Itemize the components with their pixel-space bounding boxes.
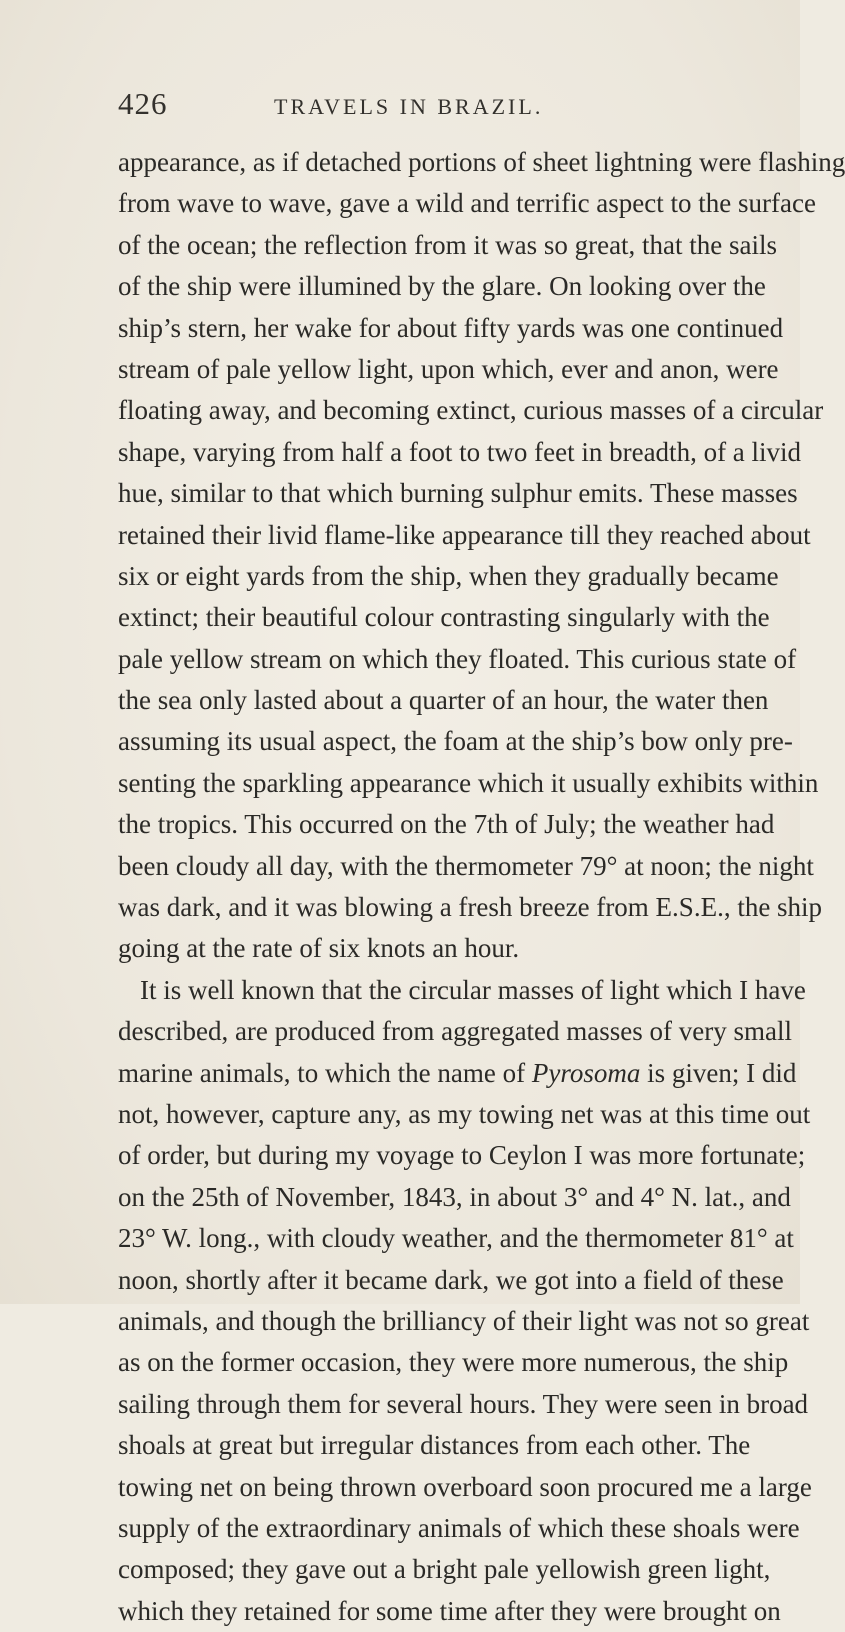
text-line: extinct; their beautiful colour contrasting singularly with the [118,602,770,633]
paragraph-first-line: It is well known that the circular masses of light which I have [140,974,806,1005]
text-line: shoals at great but irregular distances from each other. The [118,1430,751,1461]
text-line: the tropics. This occurred on the 7th of July; the weather had [118,809,775,840]
text-line: described, are produced from aggregated masses of very small [118,1016,792,1047]
text-line: floating away, and becoming extinct, curious masses of a circular [118,395,824,426]
page-number: 426 [118,86,168,121]
text-line: marine animals, to which the name of Pyrosoma is given; I did [118,1057,797,1088]
text-line: six or eight yards from the ship, when they gradually became [118,560,779,591]
text-line: from wave to wave, gave a wild and terrific aspect to the surface [118,188,816,219]
text-line: the sea only lasted about a quarter of an hour, the water then [118,685,769,716]
text-line: of order, but during my voyage to Ceylon I was more fortunate; [118,1140,806,1171]
text-line: assuming its usual aspect, the foam at the ship’s bow only pre- [118,726,793,757]
text-line: which they retained for some time after they were brought on [118,1595,781,1626]
text-line: not, however, capture any, as my towing net was at this time out [118,1098,811,1129]
text-line: animals, and though the brilliancy of their light was not so great [118,1305,810,1336]
text-line: towing net on being thrown overboard soon procured me a large [118,1471,812,1502]
text-line: as on the former occasion, they were more numerous, the ship [118,1347,789,1378]
paragraph-last-line: going at the rate of six knots an hour. [118,933,520,964]
text-line: senting the sparkling appearance which it usually exhibits within [118,767,819,798]
text-line: stream of pale yellow light, upon which, ever and anon, were [118,353,779,384]
text-line: supply of the extraordinary animals of which these shoals were [118,1512,800,1543]
running-head [118,86,718,126]
text-line: appearance, as if detached portions of sheet lightning were flashing [118,147,845,177]
text-line: pale yellow stream on which they floated. This curious state of [118,643,797,674]
text-line: sailing through them for several hours. They were seen in broad [118,1388,809,1419]
text-line: shape, varying from half a foot to two feet in breadth, of a livid [118,436,802,467]
body-text [118,142,845,1632]
text-line: ship’s stern, her wake for about fifty yards was one continued [118,312,784,343]
text-line: composed; they gave out a bright pale yellowish green light, [118,1554,771,1585]
text-line: of the ship were illumined by the glare. On looking over the [118,271,766,302]
text-line: 23° W. long., with cloudy weather, and the thermometer 81° at [118,1223,794,1254]
text-line: of the ocean; the reflection from it was so great, that the sails [118,229,778,260]
text-line: hue, similar to that which burning sulphur emits. These masses [118,478,798,509]
text-line: was dark, and it was blowing a fresh breeze from E.S.E., the ship [118,892,823,923]
text-line: noon, shortly after it became dark, we got into a field of these [118,1264,784,1295]
italic-genus-name: Pyrosoma [531,1057,641,1088]
running-title: TRAVELS IN BRAZIL. [274,94,544,119]
text-line: on the 25th of November, 1843, in about 3° and 4° N. lat., and [118,1181,791,1212]
text-line: retained their livid flame-like appearance till they reached about [118,519,811,550]
text-line: been cloudy all day, with the thermometer 79° at noon; the night [118,850,814,881]
